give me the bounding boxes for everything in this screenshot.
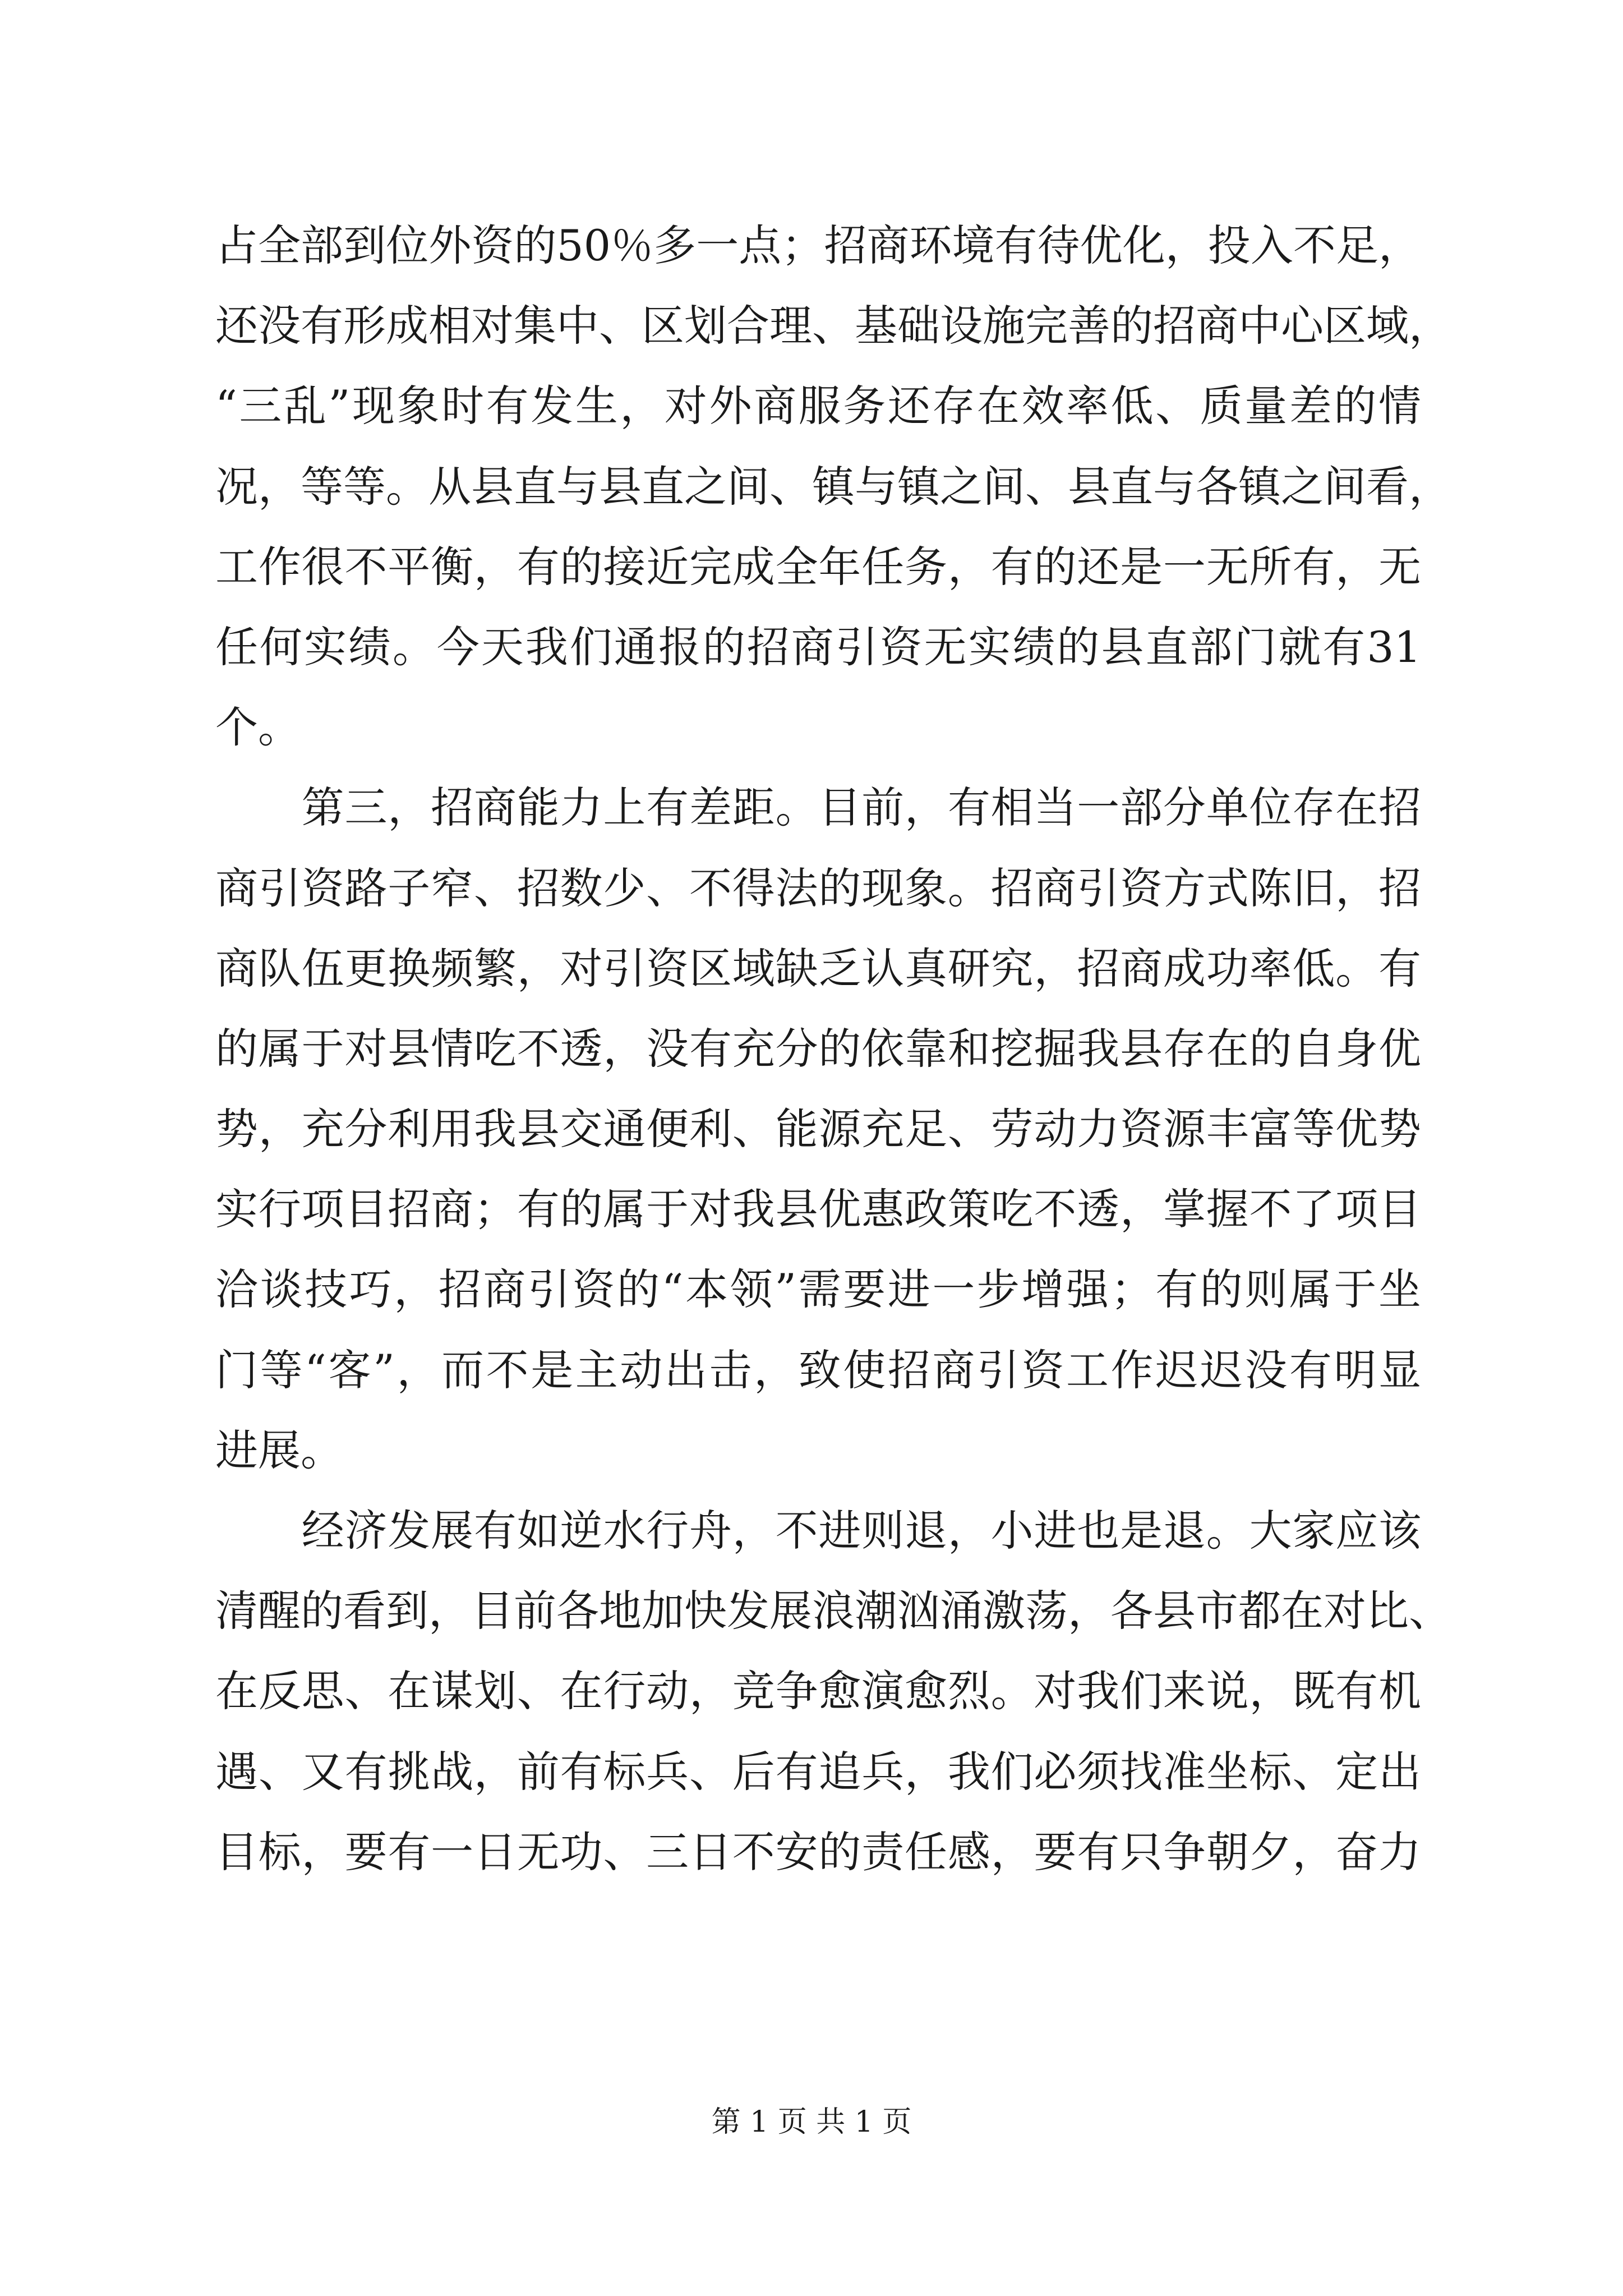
text-line: 商引资路子窄、招数少、不得法的现象。招商引资方式陈旧，招 (215, 863, 1421, 913)
text-line: 门等“客”，而不是主动出击，致使招商引资工作迟迟没有明显 (215, 1345, 1421, 1395)
text-line: 目标，要有一日无功、三日不安的责任感，要有只争朝夕，奋力 (215, 1826, 1421, 1877)
text-line: 个。 (215, 702, 301, 753)
text-line: 进展。 (215, 1425, 343, 1475)
text-line: 的属于对县情吃不透，没有充分的依靠和挖掘我县存在的自身优 (215, 1023, 1421, 1074)
text-line: 遇、又有挑战，前有标兵、后有追兵，我们必须找准坐标、定出 (215, 1746, 1421, 1797)
text-line: 况，等等。从县直与县直之间、镇与镇之间、县直与各镇之间看， (215, 461, 1451, 512)
text-line: 任何实绩。今天我们通报的招商引资无实绩的县直部门就有31 (215, 622, 1421, 672)
text-line: 占全部到位外资的50％多一点；招商环境有待优化，投入不足， (215, 220, 1421, 270)
text-line: 洽谈技巧，招商引资的“本领”需要进一步增强；有的则属于坐 (215, 1264, 1421, 1315)
text-line: 还没有形成相对集中、区划合理、基础设施完善的招商中心区域， (215, 301, 1451, 351)
text-line: 工作很不平衡，有的接近完成全年任务，有的还是一无所有，无 (215, 541, 1421, 592)
text-line: 实行项目招商；有的属于对我县优惠政策吃不透，掌握不了项目 (215, 1184, 1421, 1235)
text-line: 势，充分利用我县交通便利、能源充足、劳动力资源丰富等优势 (215, 1104, 1421, 1154)
text-line: 第三，招商能力上有差距。目前，有相当一部分单位存在招 (215, 783, 1421, 833)
page-footer: 第 1 页 共 1 页 (711, 2105, 912, 2139)
text-line: “三乱”现象时有发生，对外商服务还存在效率低、质量差的情 (215, 381, 1421, 431)
document-body (215, 205, 1451, 1892)
text-line: 在反思、在谋划、在行动，竞争愈演愈烈。对我们来说，既有机 (215, 1666, 1421, 1717)
text-line: 经济发展有如逆水行舟，不进则退，小进也是退。大家应该 (215, 1506, 1421, 1556)
text-line: 清醒的看到，目前各地加快发展浪潮汹涌激荡，各县市都在对比、 (215, 1586, 1451, 1636)
text-line: 商队伍更换频繁，对引资区域缺乏认真研究，招商成功率低。有 (215, 943, 1421, 993)
